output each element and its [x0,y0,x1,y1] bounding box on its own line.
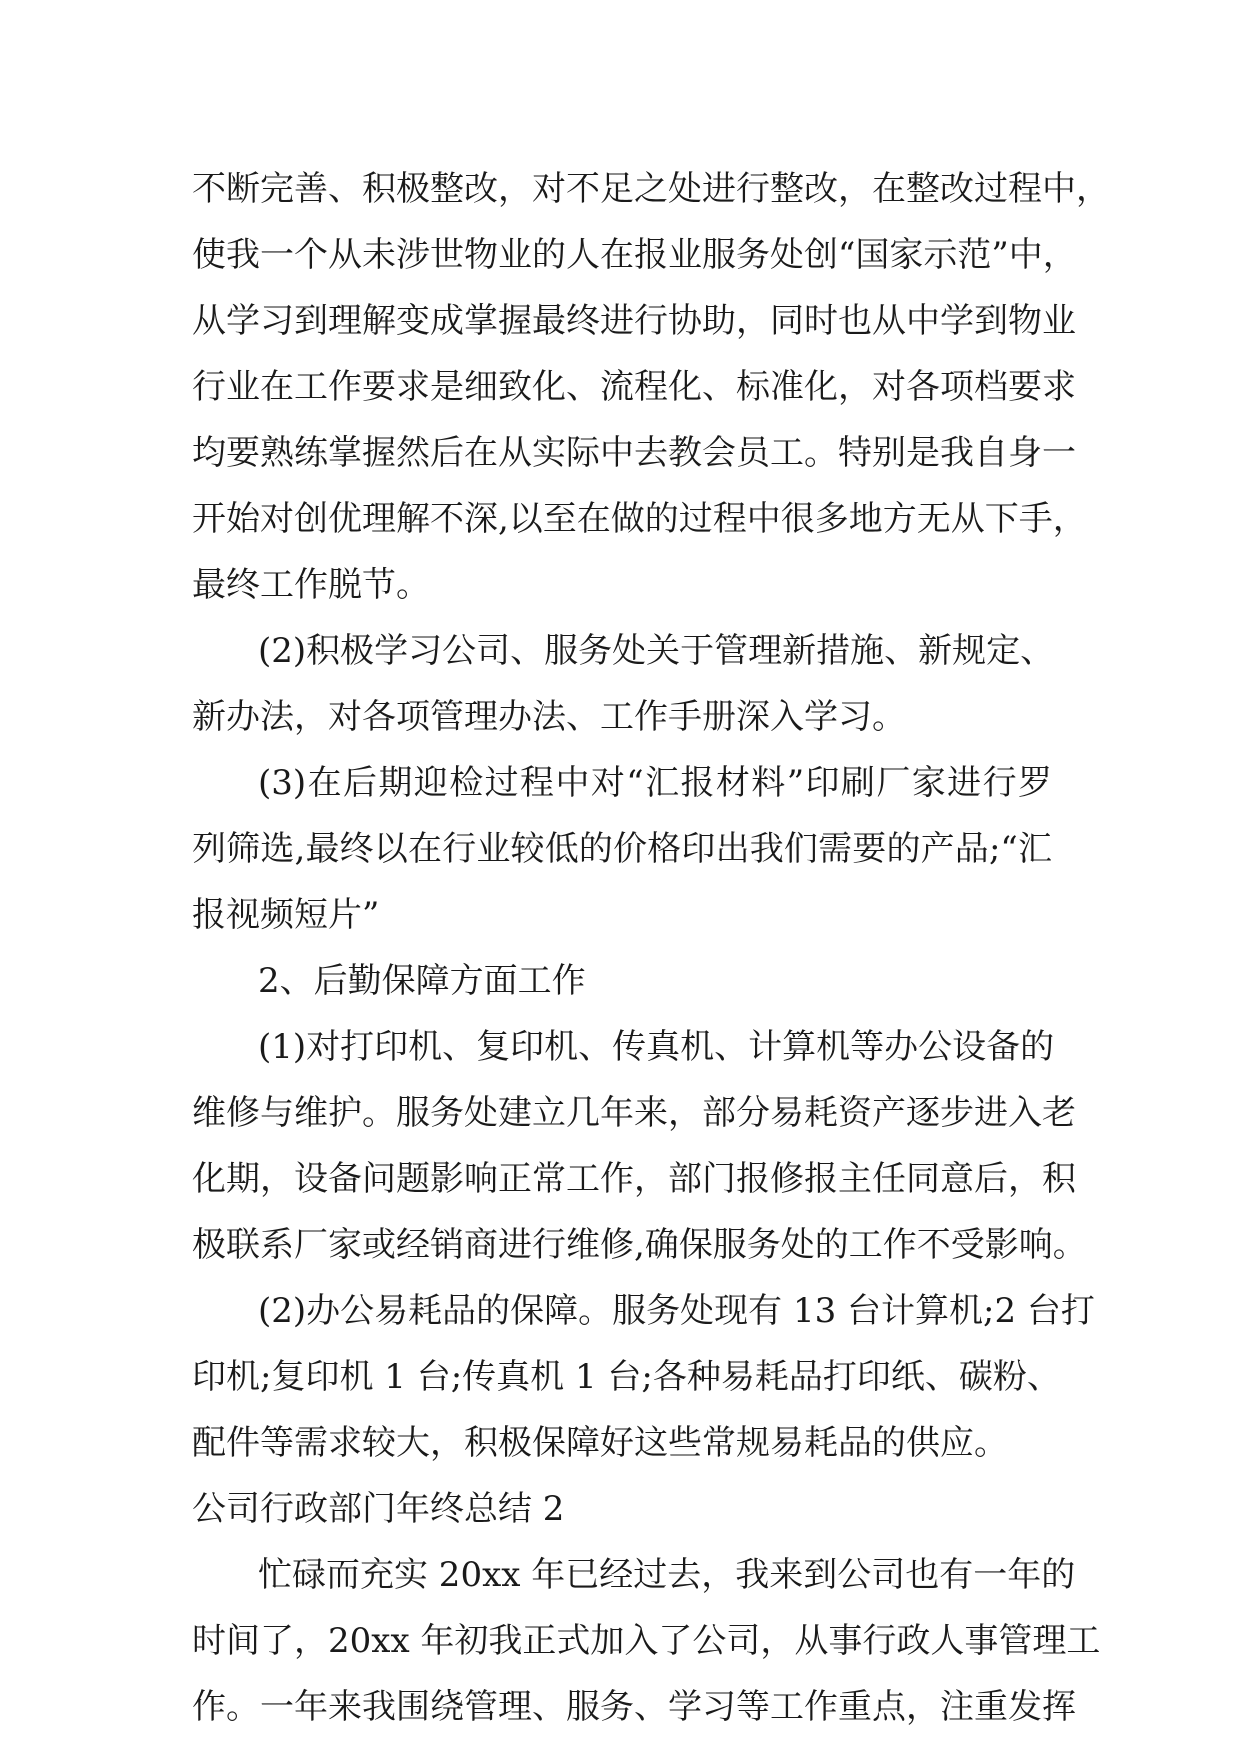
text-line: 最终工作脱节。 [192,565,430,605]
text-line: 从学习到理解变成掌握最终进行协助，同时也从中学到物业 [192,301,1076,341]
text-line: 化期，设备问题影响正常工作，部门报修报主任同意后，积 [192,1159,1076,1199]
text-line: 维修与维护。服务处建立几年来，部分易耗资产逐步进入老 [192,1093,1076,1133]
text-line: 开始对创优理解不深,以至在做的过程中很多地方无从下手， [192,499,1087,539]
text-line: 配件等需求较大，积极保障好这些常规易耗品的供应。 [192,1423,1008,1463]
text-line: 时间了，20xx 年初我正式加入了公司，从事行政人事管理工 [192,1621,1101,1661]
text-line: 行业在工作要求是细致化、流程化、标准化，对各项档要求 [192,367,1076,407]
text-line: 报视频短片” [192,895,380,935]
text-line: (2)积极学习公司、服务处关于管理新措施、新规定、 [258,631,1055,671]
text-line: 均要熟练掌握然后在从实际中去教会员工。特别是我自身一 [192,433,1076,473]
text-line: 印机;复印机 1 台;传真机 1 台;各种易耗品打印纸、碳粉、 [192,1357,1061,1397]
text-line: (1)对打印机、复印机、传真机、计算机等办公设备的 [258,1027,1055,1067]
section-heading: 2、后勤保障方面工作 [258,961,586,1001]
document-body [192,156,1110,1740]
text-line: 列筛选,最终以在行业较低的价格印出我们需要的产品;“汇 [192,829,1052,869]
text-line: (2)办公易耗品的保障。服务处现有 13 台计算机;2 台打 [258,1291,1095,1331]
text-line: (3)在后期迎检过程中对“汇报材料”印刷厂家进行罗 [258,763,1052,803]
text-line: 极联系厂家或经销商进行维修,确保服务处的工作不受影响。 [192,1225,1087,1265]
text-line: 不断完善、积极整改，对不足之处进行整改，在整改过程中， [192,169,1110,209]
document-title: 公司行政部门年终总结 2 [192,1489,565,1529]
text-line: 使我一个从未涉世物业的人在报业服务处创“国家示范”中， [192,235,1077,275]
text-line: 作。一年来我围绕管理、服务、学习等工作重点，注重发挥 [192,1687,1076,1727]
text-line: 新办法，对各项管理办法、工作手册深入学习。 [192,697,906,737]
text-line: 忙碌而充实 20xx 年已经过去，我来到公司也有一年的 [258,1555,1076,1595]
